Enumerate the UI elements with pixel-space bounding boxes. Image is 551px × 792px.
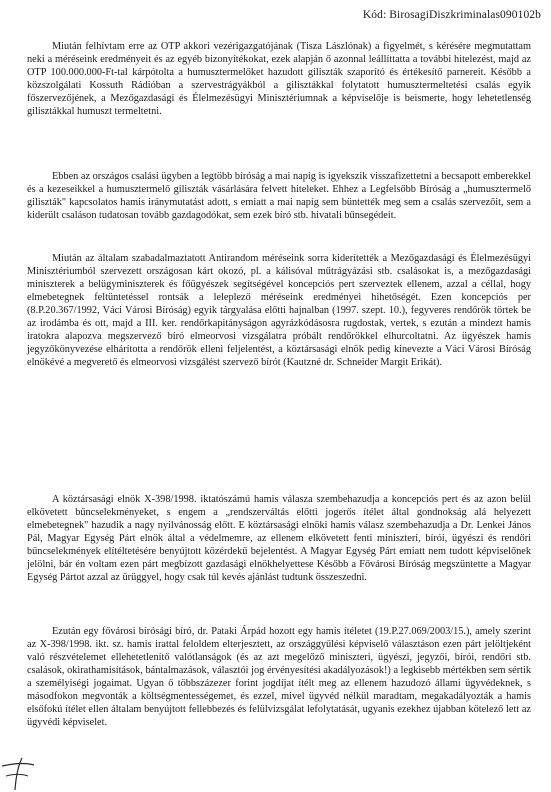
paragraph-court-judgment: Ezután egy fővárosi bírósági bíró, dr. Pataki Árpád hozott egy hamis ítéletet (19.P.27.069/2003/15.), amely szerint az X-398/1998. ikt. sz. hamis irattal feloldem elterjesztett, az országgyűlési képviselő választáson ezen párt jelöltjeként való részvételemet ellehetetlenítő valótlanságok (és az azt megelőző miniszteri, ügyészi, jegyzői, bírói, rendőri stb. csalások, okirathamisítások, bántalmazások, választói jog érvényesítési akadályozások!) a legkisebb mértékben sem sértik a személyiségi jogaimat. Ugyan ő többszázezer forint jogdíjat ítélt meg az ellenem hazudozó állami ügyvédeknek, s másodfokon megvonták a költségmentességemet, és ezzel, mivel ügyvéd nélkül maradtam, megakadályozták a hamis elsőfokú ítélet ellen általam benyújtott fellebbezés és felülvizsgálat lefolytatását, ugyanis ezekhez újabban kötelező lett az ügyvédi képviselet. xyxy=(27,626,531,729)
paragraph-concept-trial: Miután az általam szabadalmaztatott Antirandom méréseink sorra kiderítették a Mezőgazdasági és Élelmezésügyi Minisztériumból szervezett országosan kárt okozó, pl. a kálisóval műtrágyázási stb. csalásokat is, a mezőgazdasági miniszterek a belügyminiszterek és főügyészek segítségével koncepciós pert szerveztek ellenem, azzal a céllal, hogy elmebetegnek feltüntetéssel rontsák a leleplező méréseink eredményei hihetőségét. Ezen koncepciós per (8.P.20.367/1992, Váci Városi Bíróság) egyik tárgyalása előtti hajnalban (1997. szept. 10.), fegyveres rendőrök törtek be az irodámba és ott, majd a III. ker. rendőrkapitányságon agyrázkódásosra rugdostak, vertek, s ezután a mindezt hamis iratokra alapozva megszervező bíró elmeorvosi vizsgálatra próbált rendőrökkel elhurcoltatni. Az ügyészek hamis jegyzőkönyvezése elhárította a rendőrök elleni feljelentést, a köztársasági elnök pedig kinevezte a Váci Városi Bíróság elnökévé a megverető és elmeorvosi vizsgálést szervező bírót (Kautzné dr. Schneider Margit Erikát). xyxy=(27,253,531,369)
handwritten-signature-mark xyxy=(0,752,80,792)
paragraph-president-reply: A köztársasági elnök X-398/1998. iktatószámú hamis válasza szembehazudja a koncepciós pert és az azon belül elkövetett bűncselekményeket, s engem a „rendszerváltás előtti jogerős ítélet által gondnokság alá helyezett elmebetegnek" hazudik a nagy nyilvánosság előtt. E köztársasági elnöki hamis válasz szembehazudja a Dr. Lenkei János Pál, Magyar Egység Párt elnök által a védelmemre, az ellenem elkövetett fenti miniszteri, bírói, ügyészi és rendőri bűncselekmények elítéltetésére benyújtott közérdekű bejelentést. A Magyar Egység Párt emiatt nem tudott képviselőnek jelölni, bár én voltam ezen párt megbízott gazdasági elnökhelyettese Később a Fővárosi Bíróság megszüntette a Magyar Egység Pártot azzal az ürüggyel, hogy csak túl kevés ajánlást tudtunk összeszedni. xyxy=(27,494,531,584)
paragraph-otp: Miután felhívtam erre az OTP akkori vezérigazgatójának (Tisza Lászlónak) a figyelmét, s kérésére megmutattam neki a méréseink eredményeit és az egyéb bizonyítékokat, ezek alapján ő azonnal leállíttatta a további hitelezést, majd az OTP 100.000.000-Ft-tal kárpótolta a humusztermelőket hazudott giliszták szaporító és értékesítő parnereit. Később a közszolgálati Kossuth Rádióban a szervestrágyákból a gilisztákkal folytatott humusztermeltetési csalás egyik főszervezőjének, a Mezőgazdasági és Élelmezésügyi Minisztériumnak a képviselője is beismerte, hogy lehetetlenség gilisztákkal humuszt termeltetni. xyxy=(27,41,531,118)
document-code: Kód: BirosagiDiszkriminalas090102b xyxy=(362,9,541,21)
paragraph-national-fraud: Ebben az országos csalási ügyben a legtöbb bíróság a mai napig is igyekszik visszafizettetni a becsapott emberekkel és a kezeseikkel a humusztermelő giliszták vásárlására felvett hiteleket. Ehhez a Legfelsőbb Bíróság a „humusztermelő giliszták" kapcsolatos hamis iránymutatást adott, s emiatt a mai napig sem büntették meg sem a csalás szervezőit, sem a kiderült csaláson tudatosan tovább gazdagodókat, sem ezek bíró stb. hivatali bűnsegédeit. xyxy=(27,171,531,222)
